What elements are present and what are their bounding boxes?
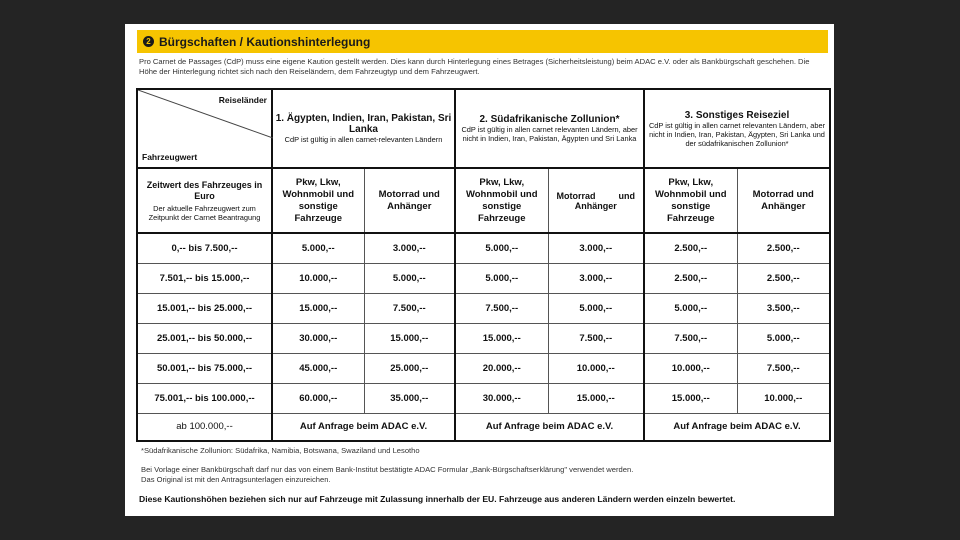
zone-3-on-request: Auf Anfrage beim ADAC e.V. [644,413,830,441]
amount-cell: 45.000,-- [272,353,364,383]
amount-cell: 10.000,-- [644,353,737,383]
footnote-bank-guarantee: Bei Vorlage einer Bankbürgschaft darf nur das von einem Bank-Institut bestätigte ADAC Formular „Bank-Bürgschaftserklärung" verwendet werden. [141,465,634,474]
value-range: 25.001,-- bis 50.000,-- [137,323,272,353]
amount-cell: 5.000,-- [644,293,737,323]
amount-cell: 5.000,-- [364,263,455,293]
amount-cell: 7.500,-- [364,293,455,323]
zone-1-note: CdP ist gültig in allen carnet-relevanten Ländern [284,135,443,144]
zone-2-and-label: und [618,190,635,201]
amount-cell: 15.000,-- [644,383,737,413]
zone-1-moto-header: Motorrad und Anhänger [364,168,455,233]
zone-2-trailer-label: Anhänger [574,200,617,211]
zone-1-on-request: Auf Anfrage beim ADAC e.V. [272,413,455,441]
section-banner [137,30,828,53]
zone-3-note: CdP ist gültig in allen carnet relevanten Ländern, aber nicht in Indien, Iran, Pakistan, Ägypten, Sri Lanka und der südafrikanischen Zollunion* [648,120,826,148]
footnote-zollunion: *Südafrikanische Zollunion: Südafrika, Namibia, Botswana, Swaziland und Lesotho [141,446,420,455]
vehicle-value-title: Zeitwert des Fahrzeuges in Euro [146,179,263,201]
document-page [125,24,834,516]
footnote-eu-vehicles: Diese Kautionshöhen beziehen sich nur auf Fahrzeuge mit Zulassung innerhalb der EU. Fahrzeuge aus anderen Ländern werden einzeln bewertet. [139,494,736,504]
amount-cell: 15.000,-- [364,323,455,353]
amount-cell: 15.000,-- [455,323,548,353]
amount-cell: 5.000,-- [272,233,364,263]
amount-cell: 15.000,-- [272,293,364,323]
amount-cell: 3.000,-- [548,263,644,293]
section-number-badge: 2 [143,36,154,47]
table-row-on-request [137,413,830,441]
corner-label-countries: Reiseländer [218,95,267,105]
zone-2-note: CdP ist gültig in allen carnet relevanten Ländern, aber nicht in Indien, Iran, Pakistan, Ägypten und Sri Lanka [461,125,638,143]
corner-cell [137,89,272,168]
amount-cell: 7.500,-- [737,353,830,383]
amount-cell: 7.500,-- [548,323,644,353]
amount-cell: 15.000,-- [548,383,644,413]
table-row [137,323,830,353]
table-row [137,383,830,413]
amount-cell: 30.000,-- [455,383,548,413]
footnote-original: Das Original ist mit den Antragsunterlagen einzureichen. [141,475,331,484]
zone-header-row [137,89,830,168]
vehicle-value-header [137,168,272,233]
amount-cell: 60.000,-- [272,383,364,413]
zone-3-title: 3. Sonstiges Reiseziel [684,109,790,121]
value-range: 0,-- bis 7.500,-- [137,233,272,263]
zone-3-header [644,89,830,168]
corner-label-vehicle-value: Fahrzeugwert [142,152,198,162]
value-range: 75.001,-- bis 100.000,-- [137,383,272,413]
amount-cell: 5.000,-- [455,233,548,263]
amount-cell: 20.000,-- [455,353,548,383]
vehicle-header-row [137,168,830,233]
zone-2-on-request: Auf Anfrage beim ADAC e.V. [455,413,644,441]
intro-paragraph: Pro Carnet de Passages (CdP) muss eine eigene Kaution gestellt werden. Dies kann durch Hinterlegung eines Betrages (Sicherheitsleistung) beim ADAC e.V. oder als Bankbürgschaft geschehen. Die Höhe der Hinterlegung richtet sich nach den Reiseländern, dem Fahrzeugtyp und dem Fahrzeugwert. [139,57,810,76]
amount-cell: 25.000,-- [364,353,455,383]
table-row [137,353,830,383]
zone-2-car-header: Pkw, Lkw, Wohnmobil und sonstige Fahrzeuge [455,168,548,233]
amount-cell: 7.500,-- [455,293,548,323]
amount-cell: 2.500,-- [737,263,830,293]
amount-cell: 3.000,-- [548,233,644,263]
amount-cell: 10.000,-- [548,353,644,383]
zone-1-title: 1. Ägypten, Indien, Iran, Pakistan, Sri Lanka [275,113,452,135]
value-range: 15.001,-- bis 25.000,-- [137,293,272,323]
amount-cell: 5.000,-- [737,323,830,353]
zone-2-title: 2. Südafrikanische Zollunion* [479,114,620,125]
amount-cell: 3.000,-- [364,233,455,263]
amount-cell: 2.500,-- [644,233,737,263]
amount-cell: 3.500,-- [737,293,830,323]
vehicle-value-note: Der aktuelle Fahrzeugwert zum Zeitpunkt der Carnet Beantragung [148,203,261,222]
zone-1-car-header: Pkw, Lkw, Wohnmobil und sonstige Fahrzeuge [272,168,364,233]
amount-cell: 2.500,-- [737,233,830,263]
zone-2-moto-header [548,168,644,233]
zone-3-moto-header: Motorrad und Anhänger [737,168,830,233]
amount-cell: 10.000,-- [272,263,364,293]
amount-cell: 30.000,-- [272,323,364,353]
section-title: Bürgschaften / Kautionshinterlegung [159,34,371,49]
value-range: 50.001,-- bis 75.000,-- [137,353,272,383]
amount-cell: 5.000,-- [548,293,644,323]
value-range: 7.501,-- bis 15.000,-- [137,263,272,293]
bond-table [136,88,831,442]
amount-cell: 35.000,-- [364,383,455,413]
zone-3-car-header: Pkw, Lkw, Wohnmobil und sonstige Fahrzeuge [644,168,737,233]
zone-2-moto-label: Motorrad [556,190,596,201]
amount-cell: 2.500,-- [644,263,737,293]
value-range: ab 100.000,-- [137,413,272,441]
amount-cell: 10.000,-- [737,383,830,413]
amount-cell: 5.000,-- [455,263,548,293]
table-row [137,263,830,293]
zone-2-header [455,89,644,168]
zone-1-header [272,89,455,168]
table-row [137,293,830,323]
table-row [137,233,830,263]
amount-cell: 7.500,-- [644,323,737,353]
